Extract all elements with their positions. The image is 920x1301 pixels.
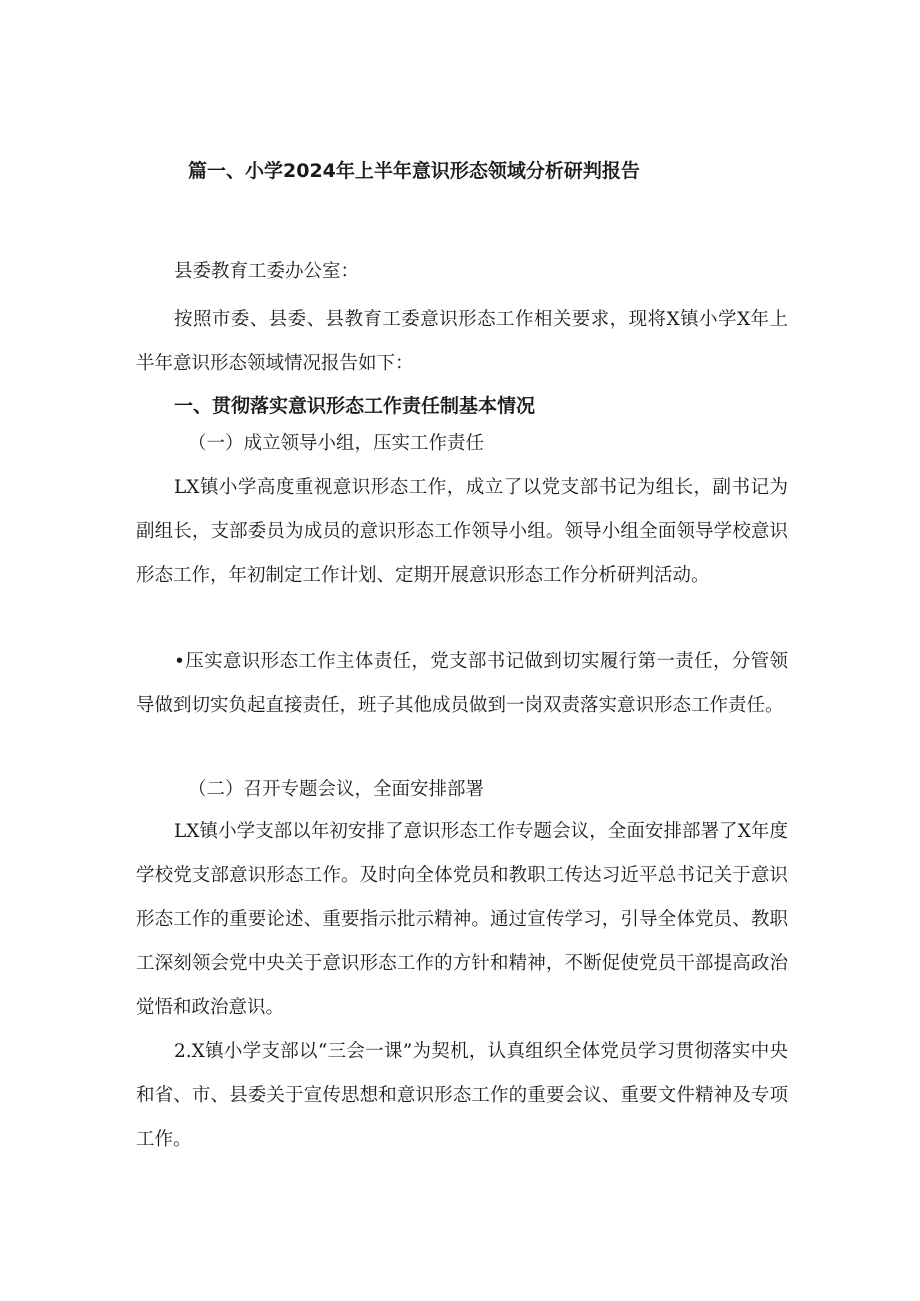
subsection-heading-1: （一）成立领导小组，压实工作责任 [188, 433, 485, 454]
paragraph-4: 2.X镇小学支部以“三会一课”为契机，认真组织全体党员学习贯彻落实中央和省、市、县委关于宣传思想和意识形态工作的重要会议、重要文件精神及专项工作。 [136, 1041, 788, 1150]
intro-paragraph: 按照市委、县委、县教育工委意识形态工作相关要求，现将X镇小学X年上半年意识形态领域情况报告如下： [136, 309, 788, 374]
paragraph-3: LX镇小学支部以年初安排了意识形态工作专题会议，全面安排部署了X年度学校党支部意识形态工作。及时向全体党员和教职工传达习近平总书记关于意识形态工作的重要论述、重要指示批示精神。通过宣传学习，引导全体党员、教职工深刻领会党中央关于意识形态工作的方针和精神，不断促使党员干部提高政治觉悟和政治意识。 [136, 821, 788, 1018]
subsection-heading-2: （二）召开专题会议，全面安排部署 [188, 779, 485, 800]
salutation: 县委教育工委办公室： [174, 261, 360, 282]
section-heading-1: 一、贯彻落实意识形态工作责任制基本情况 [174, 395, 536, 417]
paragraph-1: LX镇小学高度重视意识形态工作，成立了以党支部书记为组长，副书记为副组长，支部委员为成员的意识形态工作领导小组。领导小组全面领导学校意识形态工作，年初制定工作计划、定期开展意识形态工作分析研判活动。 [136, 477, 788, 586]
paragraph-2: •压实意识形态工作主体责任，党支部书记做到切实履行第一责任，分管领导做到切实负起直接责任，班子其他成员做到一岗双责落实意识形态工作责任。 [136, 651, 788, 716]
document-title: 篇一、小学2024年上半年意识形态领域分析研判报告 [188, 160, 640, 182]
